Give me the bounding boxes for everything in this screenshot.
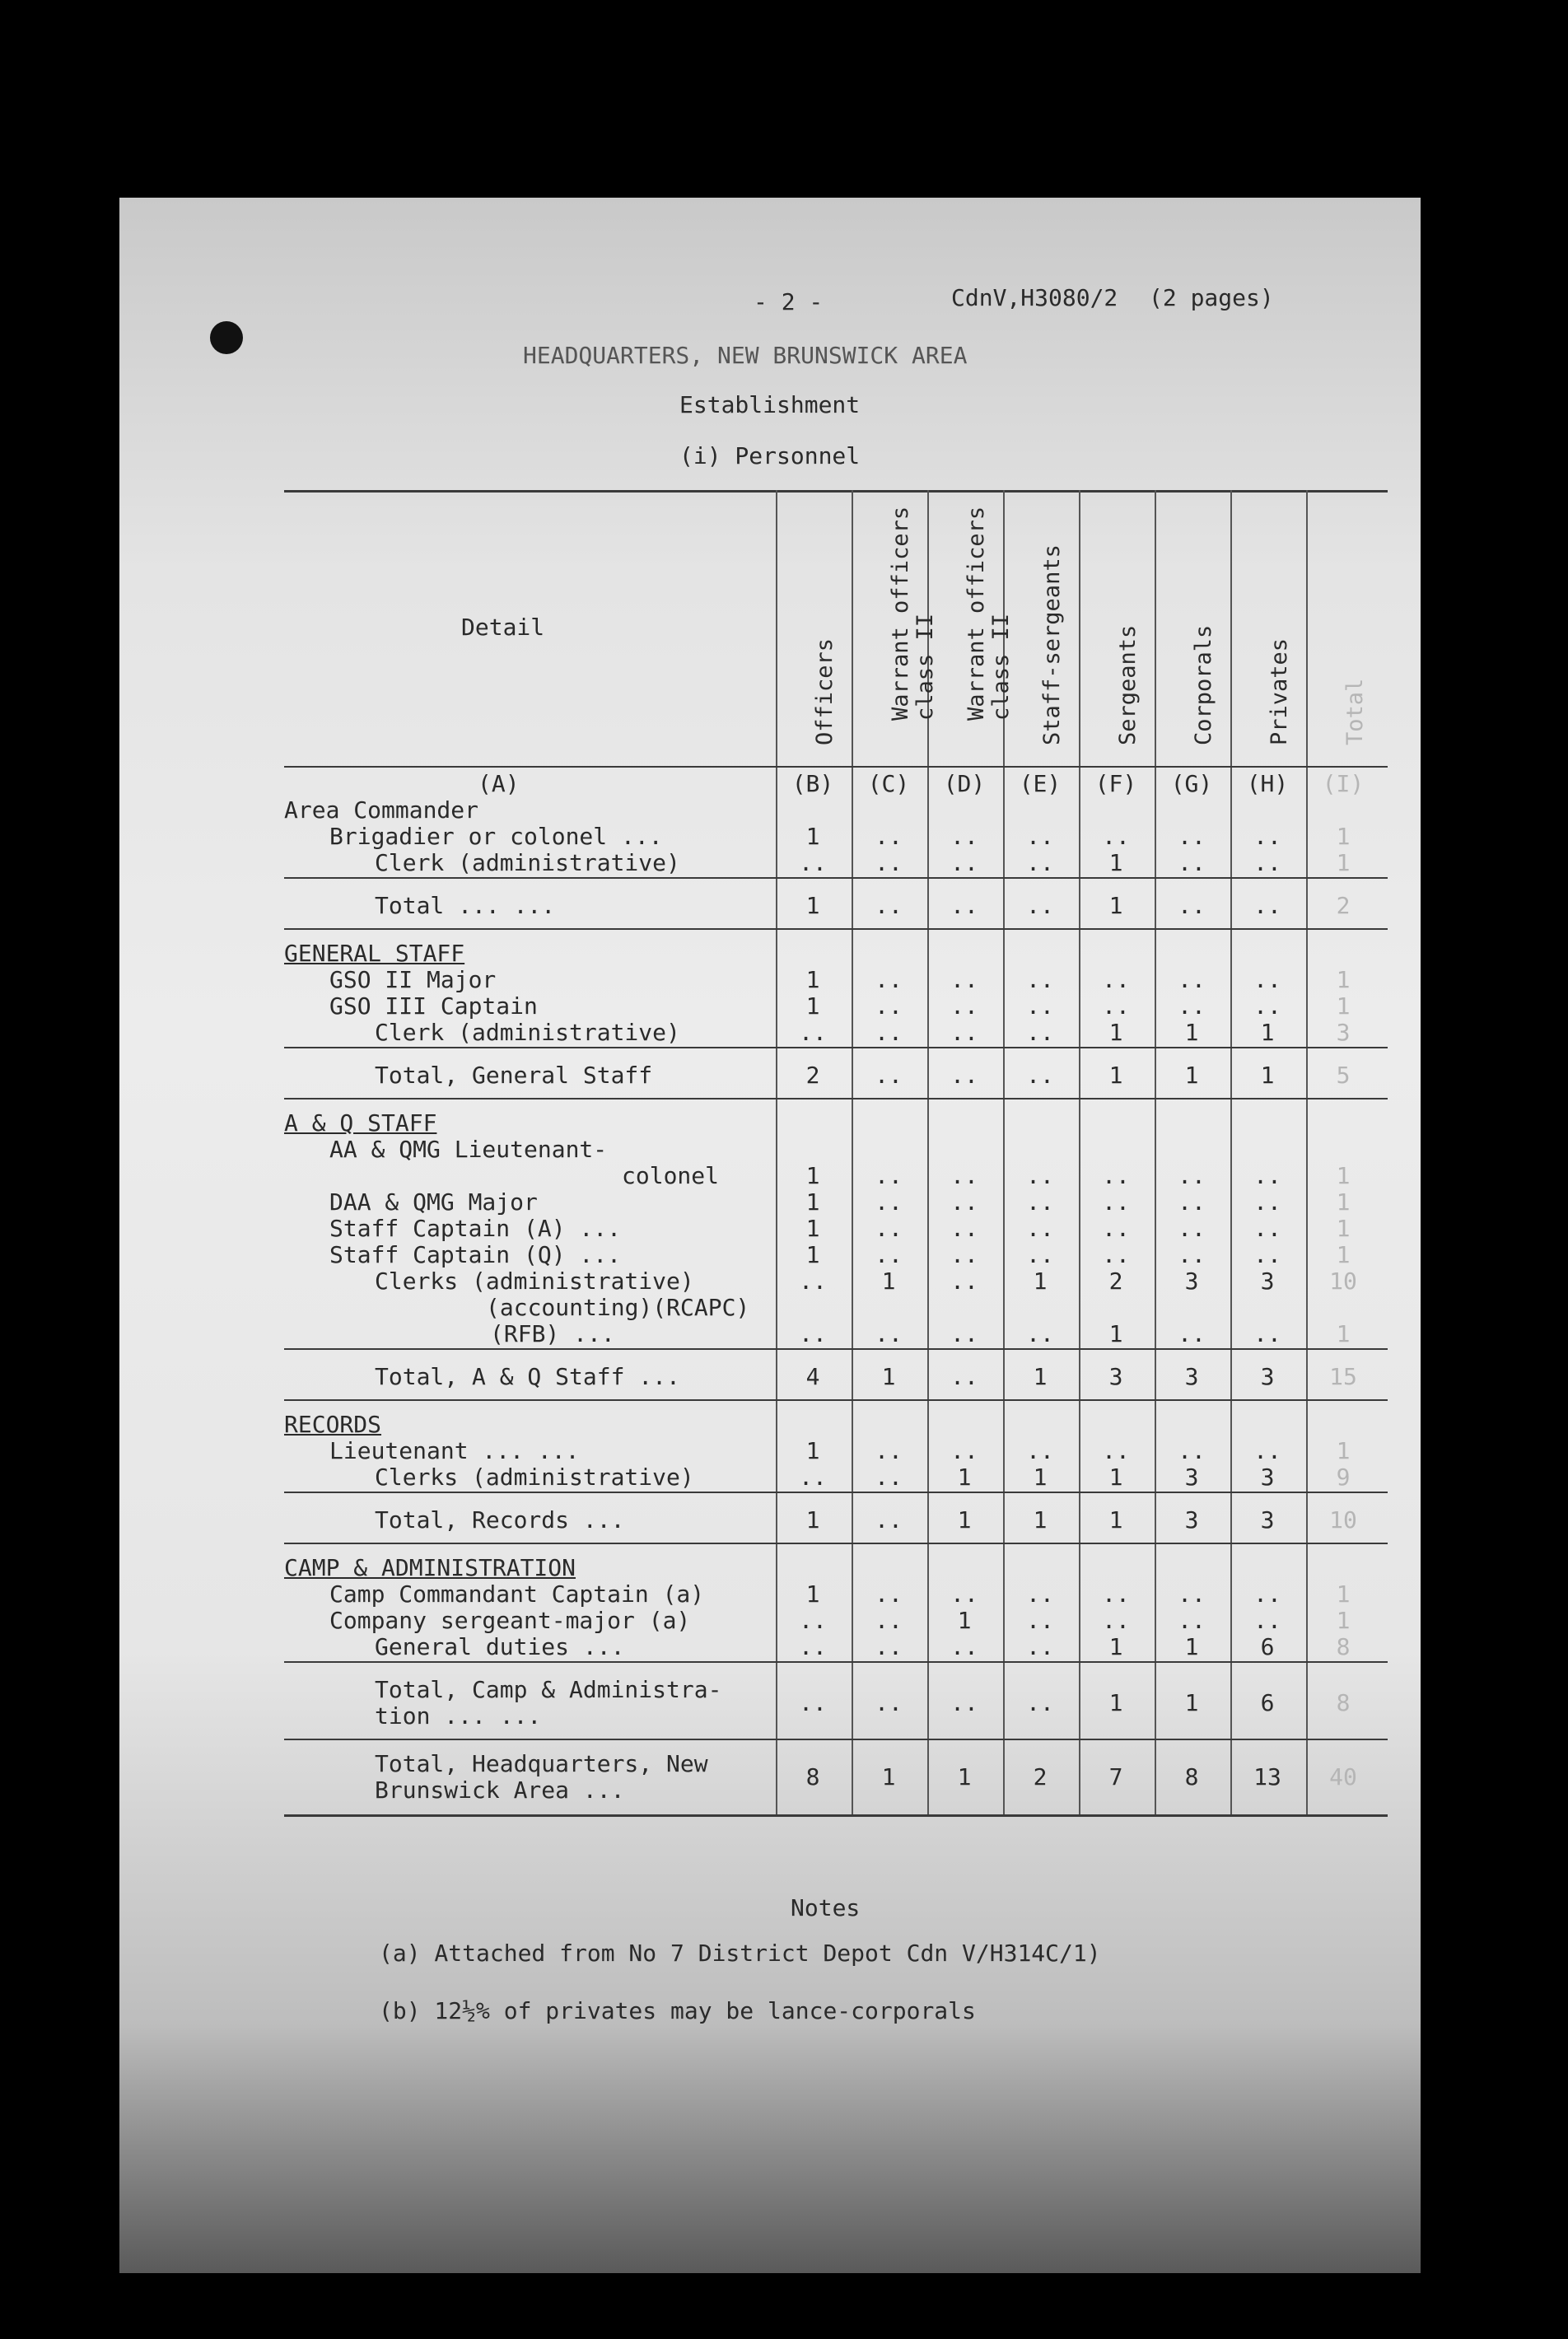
table-cell: 1 <box>1108 1320 1123 1347</box>
table-cell: .. <box>1253 1320 1281 1347</box>
column-header-label: Officers <box>812 637 838 745</box>
table-top-rule <box>284 490 1388 493</box>
table-cell: .. <box>875 1437 903 1464</box>
table-cell: .. <box>950 1162 978 1189</box>
row-label: Clerk (administrative) <box>375 849 680 876</box>
section-heading: RECORDS <box>284 1411 382 1438</box>
table-cell: 6 <box>1260 1689 1275 1716</box>
table-cell: .. <box>1253 1162 1281 1189</box>
row-label: Clerks (administrative) <box>375 1268 694 1295</box>
table-cell: .. <box>1178 966 1206 993</box>
column-letter: (F) <box>1094 770 1137 797</box>
row-label: Company sergeant-major (a) <box>329 1607 691 1634</box>
detail-column-header: Detail <box>461 614 545 641</box>
table-cell: 1 <box>805 1437 820 1464</box>
table-cell: 7 <box>1108 1763 1123 1790</box>
table-cell: 1 <box>881 1268 896 1295</box>
table-cell: .. <box>950 1633 978 1660</box>
table-cell: .. <box>799 1268 827 1295</box>
table-cell: 1 <box>881 1363 896 1390</box>
table-cell: 1 <box>805 1188 820 1216</box>
table-cell: .. <box>1178 992 1206 1020</box>
row-label: colonel <box>622 1162 720 1189</box>
table-cell: 3 <box>1184 1268 1199 1295</box>
table-cell: 1 <box>1033 1506 1048 1534</box>
section-rule <box>284 1098 1388 1099</box>
table-cell: 1 <box>1108 1062 1123 1089</box>
document-title: HEADQUARTERS, NEW BRUNSWICK AREA <box>523 342 968 369</box>
table-cell: 1 <box>1108 1019 1123 1046</box>
table-cell: 8 <box>805 1763 820 1790</box>
table-cell: .. <box>1253 1580 1281 1608</box>
row-label: Clerks (administrative) <box>375 1464 694 1491</box>
row-label: (RFB) ... <box>490 1320 615 1347</box>
table-cell: .. <box>1253 823 1281 850</box>
table-cell: 1 <box>957 1464 972 1491</box>
column-letter: (I) <box>1322 770 1365 797</box>
table-cell: .. <box>950 1363 978 1390</box>
table-cell: .. <box>1026 966 1054 993</box>
column-letter: (B) <box>791 770 834 797</box>
page-count: (2 pages) <box>1149 284 1274 311</box>
table-cell: .. <box>1178 1580 1206 1608</box>
table-cell: 1 <box>1184 1633 1199 1660</box>
table-cell: .. <box>875 1633 903 1660</box>
column-header-label: Sergeants <box>1115 624 1141 745</box>
column-header <box>1306 515 1380 770</box>
table-cell: 1 <box>957 1763 972 1790</box>
table-cell: .. <box>1026 892 1054 919</box>
total-label: Total, Records ... <box>375 1506 625 1534</box>
table-bottom-rule <box>284 1814 1388 1817</box>
table-cell: 1 <box>1336 966 1351 993</box>
table-cell: 2 <box>1336 892 1351 919</box>
column-header <box>1155 515 1229 770</box>
table-cell: 1 <box>1336 1215 1351 1242</box>
table-cell: 9 <box>1336 1464 1351 1491</box>
section-rule <box>284 928 1388 930</box>
table-cell: .. <box>1178 1162 1206 1189</box>
table-cell: 1 <box>1336 1241 1351 1268</box>
document-reference: CdnV,H3080/2 <box>951 284 1118 311</box>
column-header-label: Warrant officers class II <box>888 506 938 721</box>
column-letter: (E) <box>1019 770 1062 797</box>
table-cell: 1 <box>1336 1162 1351 1189</box>
table-cell: .. <box>875 1506 903 1534</box>
total-label: Total, Camp & Administra- <box>375 1676 722 1703</box>
table-cell: .. <box>875 1464 903 1491</box>
grand-total-label-cont: Brunswick Area ... <box>375 1776 625 1804</box>
table-cell: .. <box>1253 1188 1281 1216</box>
table-cell: .. <box>950 1215 978 1242</box>
table-cell: .. <box>875 1689 903 1716</box>
table-cell: .. <box>875 823 903 850</box>
table-cell: 1 <box>1336 1188 1351 1216</box>
table-cell: .. <box>1102 966 1130 993</box>
table-cell: 13 <box>1253 1763 1281 1790</box>
table-cell: .. <box>1178 1437 1206 1464</box>
table-cell: .. <box>875 992 903 1020</box>
row-label: (accounting)(RCAPC) <box>486 1294 750 1321</box>
table-cell: .. <box>875 1607 903 1634</box>
table-cell: .. <box>950 966 978 993</box>
column-header <box>1079 515 1153 770</box>
table-cell: 1 <box>1336 1437 1351 1464</box>
table-cell: .. <box>1178 892 1206 919</box>
table-cell: 1 <box>1260 1062 1275 1089</box>
total-label: Total, General Staff <box>375 1062 653 1089</box>
table-cell: .. <box>799 1320 827 1347</box>
section-rule <box>284 1661 1388 1663</box>
total-label-cont: tion ... ... <box>375 1702 542 1730</box>
table-cell: 1 <box>1108 1633 1123 1660</box>
table-cell: 1 <box>805 992 820 1020</box>
table-cell: 1 <box>805 1580 820 1608</box>
table-cell: .. <box>1026 992 1054 1020</box>
table-cell: 2 <box>1033 1763 1048 1790</box>
row-label: DAA & QMG Major <box>329 1188 538 1216</box>
section-rule <box>284 877 1388 879</box>
table-cell: .. <box>1026 823 1054 850</box>
table-cell: .. <box>799 1464 827 1491</box>
table-cell: .. <box>1026 1019 1054 1046</box>
table-cell: 6 <box>1260 1633 1275 1660</box>
column-letter: (G) <box>1170 770 1213 797</box>
row-label: Area Commander <box>284 796 479 824</box>
row-label: General duties ... <box>375 1633 625 1660</box>
table-cell: 1 <box>1336 823 1351 850</box>
table-cell: .. <box>1178 849 1206 876</box>
table-cell: .. <box>1253 892 1281 919</box>
table-cell: .. <box>1253 1215 1281 1242</box>
table-cell: .. <box>950 1241 978 1268</box>
table-cell: 1 <box>1033 1363 1048 1390</box>
table-cell: 3 <box>1184 1464 1199 1491</box>
row-label: Staff Captain (A) ... <box>329 1215 622 1242</box>
row-label: Camp Commandant Captain (a) <box>329 1580 705 1608</box>
table-cell: .. <box>1253 849 1281 876</box>
table-cell: 8 <box>1336 1633 1351 1660</box>
table-cell: .. <box>1026 1188 1054 1216</box>
section-heading: CAMP & ADMINISTRATION <box>284 1554 576 1581</box>
table-cell: .. <box>1178 1607 1206 1634</box>
table-cell: 3 <box>1260 1464 1275 1491</box>
table-cell: .. <box>950 1689 978 1716</box>
table-cell: .. <box>799 1633 827 1660</box>
table-cell: .. <box>1026 1437 1054 1464</box>
table-cell: 3 <box>1260 1506 1275 1534</box>
table-cell: 10 <box>1329 1268 1357 1295</box>
table-cell: .. <box>950 1580 978 1608</box>
table-cell: 1 <box>1336 849 1351 876</box>
establishment-heading: Establishment <box>679 391 861 418</box>
table-cell: 1 <box>1336 1320 1351 1347</box>
row-label: GSO II Major <box>329 966 497 993</box>
table-cell: 1 <box>805 823 820 850</box>
section-rule <box>284 1348 1388 1350</box>
table-cell: .. <box>1026 849 1054 876</box>
table-cell: 1 <box>881 1763 896 1790</box>
table-cell: .. <box>1253 1607 1281 1634</box>
table-cell: .. <box>950 1320 978 1347</box>
section-rule <box>284 1047 1388 1048</box>
table-cell: .. <box>1026 1241 1054 1268</box>
table-cell: 4 <box>805 1363 820 1390</box>
punch-hole <box>210 321 243 354</box>
table-cell: .. <box>950 992 978 1020</box>
table-cell: 5 <box>1336 1062 1351 1089</box>
grand-total-label: Total, Headquarters, New <box>375 1750 708 1777</box>
row-label: GSO III Captain <box>329 992 538 1020</box>
table-cell: .. <box>1026 1062 1054 1089</box>
table-cell: 1 <box>1336 992 1351 1020</box>
section-rule <box>284 1739 1388 1740</box>
column-header-label: Staff-sergeants <box>1039 544 1065 745</box>
table-cell: 1 <box>805 892 820 919</box>
table-cell: .. <box>950 1188 978 1216</box>
table-cell: 1 <box>1336 1580 1351 1608</box>
table-cell: 15 <box>1329 1363 1357 1390</box>
table-cell: 3 <box>1184 1506 1199 1534</box>
table-cell: .. <box>875 892 903 919</box>
table-cell: .. <box>799 1607 827 1634</box>
table-cell: 2 <box>1108 1268 1123 1295</box>
table-cell: 8 <box>1184 1763 1199 1790</box>
table-cell: 3 <box>1336 1019 1351 1046</box>
table-cell: 1 <box>1108 1506 1123 1534</box>
table-cell: .. <box>1026 1607 1054 1634</box>
section-rule <box>284 1492 1388 1493</box>
table-cell: .. <box>875 1019 903 1046</box>
table-cell: 1 <box>805 1215 820 1242</box>
table-cell: .. <box>950 1019 978 1046</box>
table-cell: .. <box>875 1188 903 1216</box>
table-cell: .. <box>1026 1162 1054 1189</box>
column-header <box>1003 515 1077 770</box>
table-cell: .. <box>1253 992 1281 1020</box>
table-cell: 3 <box>1260 1268 1275 1295</box>
table-cell: .. <box>950 892 978 919</box>
section-heading: A & Q STAFF <box>284 1109 437 1137</box>
note-b: (b) 12½% of privates may be lance-corporals <box>379 1997 976 2024</box>
table-cell: 1 <box>1108 892 1123 919</box>
column-header-label: Corporals <box>1191 624 1216 745</box>
column-header <box>927 506 1014 770</box>
table-cell: 1 <box>805 1162 820 1189</box>
row-label: Lieutenant ... ... <box>329 1437 580 1464</box>
table-cell: 3 <box>1260 1363 1275 1390</box>
table-cell: .. <box>1026 1689 1054 1716</box>
section-rule <box>284 1399 1388 1401</box>
total-label: Total ... ... <box>375 892 556 919</box>
table-cell: .. <box>1178 1241 1206 1268</box>
table-cell: .. <box>1102 1162 1130 1189</box>
column-header-label: Warrant officers class II <box>964 506 1014 721</box>
row-label: Clerk (administrative) <box>375 1019 680 1046</box>
table-cell: .. <box>875 1062 903 1089</box>
table-cell: .. <box>1026 1580 1054 1608</box>
table-cell: .. <box>1178 1320 1206 1347</box>
table-cell: .. <box>1102 1437 1130 1464</box>
table-cell: .. <box>1026 1215 1054 1242</box>
table-cell: .. <box>950 1062 978 1089</box>
table-cell: 1 <box>805 966 820 993</box>
table-cell: .. <box>1026 1320 1054 1347</box>
table-cell: .. <box>799 1019 827 1046</box>
column-header-label: Privates <box>1267 637 1292 745</box>
table-cell: 1 <box>1108 1689 1123 1716</box>
table-cell: .. <box>875 1241 903 1268</box>
section-heading: GENERAL STAFF <box>284 940 465 967</box>
table-cell: .. <box>1253 1241 1281 1268</box>
table-cell: 2 <box>805 1062 820 1089</box>
column-letter: (H) <box>1246 770 1289 797</box>
column-letter: (D) <box>943 770 986 797</box>
notes-heading: Notes <box>791 1894 861 1921</box>
table-cell: 1 <box>1108 849 1123 876</box>
row-label: AA & QMG Lieutenant- <box>329 1136 608 1163</box>
table-cell: 10 <box>1329 1506 1357 1534</box>
table-cell: .. <box>875 1162 903 1189</box>
row-label: Brigadier or colonel ... <box>329 823 663 850</box>
table-cell: .. <box>1253 966 1281 993</box>
table-cell: 1 <box>1033 1268 1048 1295</box>
header-rule <box>284 766 1388 768</box>
table-cell: .. <box>950 849 978 876</box>
table-cell: .. <box>799 849 827 876</box>
page-number: - 2 - <box>754 288 824 315</box>
table-cell: .. <box>1102 992 1130 1020</box>
column-header <box>852 506 938 770</box>
personnel-heading: (i) Personnel <box>679 442 861 469</box>
column-header <box>1230 515 1304 770</box>
table-cell: 1 <box>957 1607 972 1634</box>
table-cell: 1 <box>1184 1019 1199 1046</box>
table-cell: 1 <box>1184 1062 1199 1089</box>
table-cell: 1 <box>1184 1689 1199 1716</box>
column-header-label: Total <box>1342 678 1368 745</box>
table-cell: 1 <box>957 1506 972 1534</box>
table-cell: .. <box>875 1215 903 1242</box>
table-cell: 1 <box>805 1506 820 1534</box>
column-header <box>776 515 850 770</box>
table-cell: 1 <box>805 1241 820 1268</box>
table-cell: .. <box>875 1580 903 1608</box>
table-cell: .. <box>1102 1580 1130 1608</box>
table-cell: .. <box>1102 1241 1130 1268</box>
table-cell: 40 <box>1329 1763 1357 1790</box>
table-cell: .. <box>1102 1607 1130 1634</box>
table-cell: .. <box>950 823 978 850</box>
table-cell: 1 <box>1033 1464 1048 1491</box>
document-page <box>119 198 1421 2273</box>
table-cell: 8 <box>1336 1689 1351 1716</box>
table-cell: .. <box>1102 823 1130 850</box>
table-cell: .. <box>1178 823 1206 850</box>
table-cell: 1 <box>1260 1019 1275 1046</box>
table-cell: 1 <box>1108 1464 1123 1491</box>
table-cell: 3 <box>1108 1363 1123 1390</box>
column-letter: (C) <box>867 770 910 797</box>
table-cell: .. <box>1102 1215 1130 1242</box>
column-letter: (A) <box>478 770 520 797</box>
total-label: Total, A & Q Staff ... <box>375 1363 680 1390</box>
table-cell: .. <box>875 1320 903 1347</box>
table-cell: .. <box>1253 1437 1281 1464</box>
table-cell: .. <box>950 1437 978 1464</box>
table-cell: .. <box>875 966 903 993</box>
table-cell: .. <box>1178 1188 1206 1216</box>
note-a: (a) Attached from No 7 District Depot Cdn V/H314C/1) <box>379 1940 1101 1967</box>
row-label: Staff Captain (Q) ... <box>329 1241 622 1268</box>
table-cell: .. <box>1102 1188 1130 1216</box>
table-cell: .. <box>1178 1215 1206 1242</box>
table-cell: .. <box>875 849 903 876</box>
table-cell: .. <box>799 1689 827 1716</box>
table-cell: .. <box>1026 1633 1054 1660</box>
table-cell: 3 <box>1184 1363 1199 1390</box>
table-cell: .. <box>950 1268 978 1295</box>
section-rule <box>284 1543 1388 1544</box>
table-cell: 1 <box>1336 1607 1351 1634</box>
